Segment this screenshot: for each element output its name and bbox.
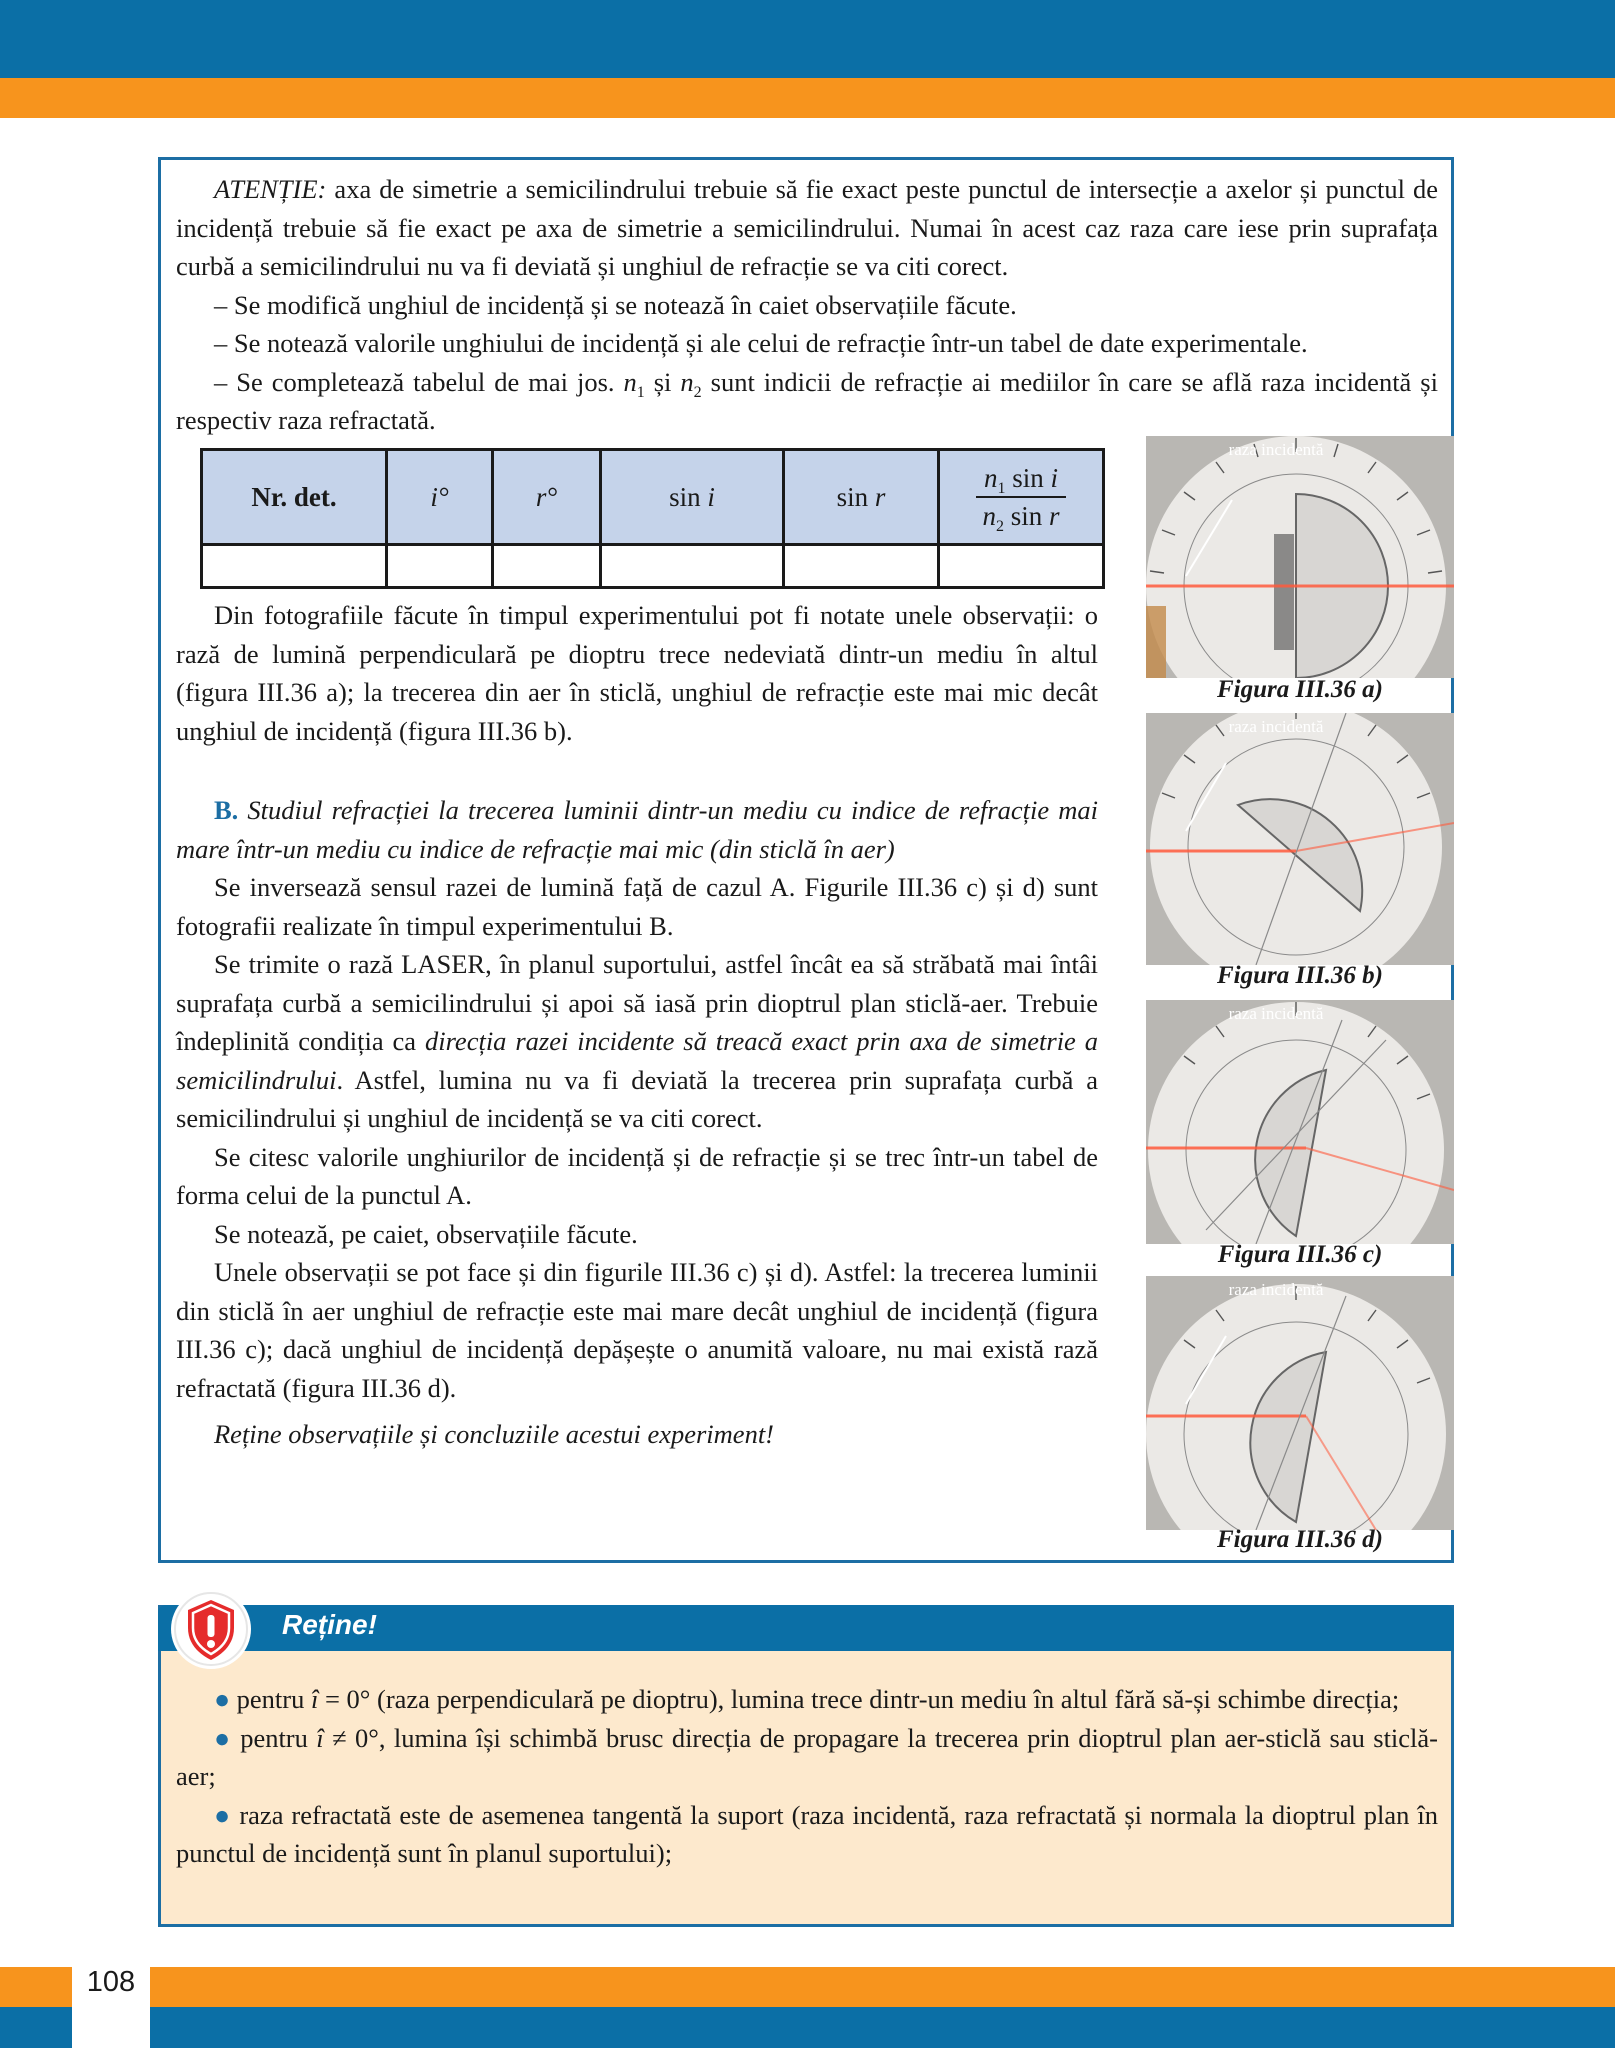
step-2: – Se notează valorile unghiului de incidență și ale celui de refracție într-un tabel de date experimentale. [214, 328, 1308, 358]
top-text [176, 170, 1438, 440]
retine-title: Reține! [282, 1609, 377, 1640]
col-r: r° [493, 450, 601, 545]
protractor-photo-a [1146, 436, 1454, 678]
col-sin-r: sin r [784, 450, 939, 545]
retine-content [176, 1680, 1438, 1873]
col-nr-det: Nr. det. [202, 450, 387, 545]
page-number: 108 [86, 1966, 136, 1998]
figure-d-caption: Figura III.36 d) [1216, 1526, 1383, 1553]
table-cell [202, 545, 387, 588]
protractor-photo-d [1146, 1276, 1454, 1530]
retine-bullet-2: ● pentru î ≠ 0°, lumina își schimbă brusc direcția de propagare la trecerea prin dioptrul plan aer-sticlă sau sticlă-aer; [176, 1722, 1439, 1791]
col-i: i° [387, 450, 493, 545]
section-b [176, 791, 1098, 1454]
retine-bullet-3: ● raza refractată este de asemenea tangentă la suport (raza incidentă, raza refractată și normala la dioptrul plan în punctul de incidență sunt în planul suportului); [176, 1799, 1438, 1868]
table-row [202, 545, 1104, 588]
step-1: – Se modifică unghiul de incidență și se notează în caiet observațiile făcute. [214, 289, 1017, 320]
protractor-photo-c [1146, 1000, 1454, 1244]
table-cell [601, 545, 784, 588]
attention-text: axa de simetrie a semicilindrului trebuie să fie exact peste punctul de intersecție a axelor și punctul de incidență trebuie să fie exact pe axa de simetrie a semicilindrului. Numai în acest caz raza care iese prin suprafața curbă a semicilindrului nu va fi deviată și unghiul de refracție se va citi corect. [176, 174, 1438, 281]
figure-a-label: raza incidentă [1228, 440, 1324, 459]
figure-b-photo [1146, 713, 1454, 965]
table-cell [387, 545, 493, 588]
section-b-p6: Reține observațiile și concluziile acestui experiment! [214, 1419, 775, 1449]
header-orange-bar [0, 78, 1615, 118]
figure-c-caption: Figura III.36 c) [1217, 1241, 1383, 1268]
ratio-fraction [976, 460, 1065, 534]
footer-orange-bar [0, 1967, 1615, 2007]
figure-d-photo [1146, 1276, 1454, 1530]
table-cell [939, 545, 1104, 588]
section-b-p2: Se trimite o rază LASER, în planul suportului, astfel încât ea să străbată mai întâi suprafața curbă a semicilindrului și apoi să iasă prin dioptrul plan sticlă-aer. Trebuie îndeplinită condiția ca direcția razei incidente să treacă exact prin axa de simetrie a semicilindrului. Astfel, lumina nu va fi deviată la trecerea prin suprafața curbă a semicilindrului și unghiul de incidență se va citi corect. [176, 949, 1098, 1133]
ratio-numerator: $n_1$ sin i [976, 460, 1065, 498]
figure-b-caption: Figura III.36 b) [1216, 962, 1383, 989]
figure-c-photo [1146, 1000, 1454, 1244]
warning-shield-icon [170, 1588, 252, 1670]
section-b-p5: Unele observații se pot face și din figurile III.36 c) și d). Astfel: la trecerea luminii din sticlă în aer unghiul de refracție este mai mare decât unghiul de incidență (figura III.36 c); dacă unghiul de incidență depășește o anumită valoare, nu mai există rază refractată (figura III.36 d). [176, 1257, 1098, 1403]
col-sin-i: sin i [601, 450, 784, 545]
section-b-title: B. Studiul refracției la trecerea luminii dintr-un mediu cu indice de refracție mai mare într-un mediu cu indice de refracție mai mic (din sticlă în aer) [176, 795, 1098, 864]
protractor-photo-b [1146, 713, 1454, 965]
experiment-table [200, 448, 1105, 589]
table-cell [784, 545, 939, 588]
col-ratio [939, 450, 1104, 545]
bullet-icon: ● [214, 1799, 232, 1830]
figure-a-photo [1146, 436, 1454, 678]
attention-label: ATENȚIE: [214, 174, 327, 204]
section-b-p1: Se inversează sensul razei de lumină față de cazul A. Figurile III.36 c) și d) sunt fotografii realizate în timpul experimentului B. [176, 872, 1098, 941]
figure-b-label: raza incidentă [1228, 717, 1324, 736]
step-3: – Se completează tabelul de mai jos. $n_1$ și $n_2$ sunt indicii de refracție ai mediilor în care se află raza incidentă și respectiv raza refractată. [176, 366, 1438, 435]
table-cell [493, 545, 601, 588]
bullet-icon: ● [214, 1722, 232, 1753]
section-b-p4: Se notează, pe caiet, observațiile făcute. [214, 1218, 638, 1249]
observations-a: Din fotografiile făcute în timpul experimentului pot fi notate unele observații: o rază de lumină perpendiculară pe dioptru trece nedeviată dintr-un mediu în altul (figura III.36 a); la trecerea din aer în sticlă, unghiul de refracție este mai mic decât unghiul de incidență (figura III.36 b). [176, 600, 1098, 746]
figure-a-caption: Figura III.36 a) [1216, 676, 1383, 703]
attention-paragraph [176, 170, 1438, 286]
table-header-row [202, 450, 1104, 545]
ratio-denominator: $n_2$ sin r [982, 501, 1060, 535]
figure-c-label: raza incidentă [1228, 1004, 1324, 1023]
section-b-p3: Se citesc valorile unghiurilor de incidență și de refracție și se trec într-un tabel de forma celui de la punctul A. [176, 1141, 1098, 1210]
header-blue-bar [0, 0, 1615, 78]
retine-bullet-1: ● pentru î = 0° (raza perpendiculară pe dioptru), lumina trece dintr-un mediu în altul fără să-și schimbe direcția; [214, 1684, 1400, 1714]
footer-blue-bar [0, 2007, 1615, 2048]
bullet-icon: ● [214, 1684, 231, 1714]
figure-d-label: raza incidentă [1228, 1280, 1324, 1299]
